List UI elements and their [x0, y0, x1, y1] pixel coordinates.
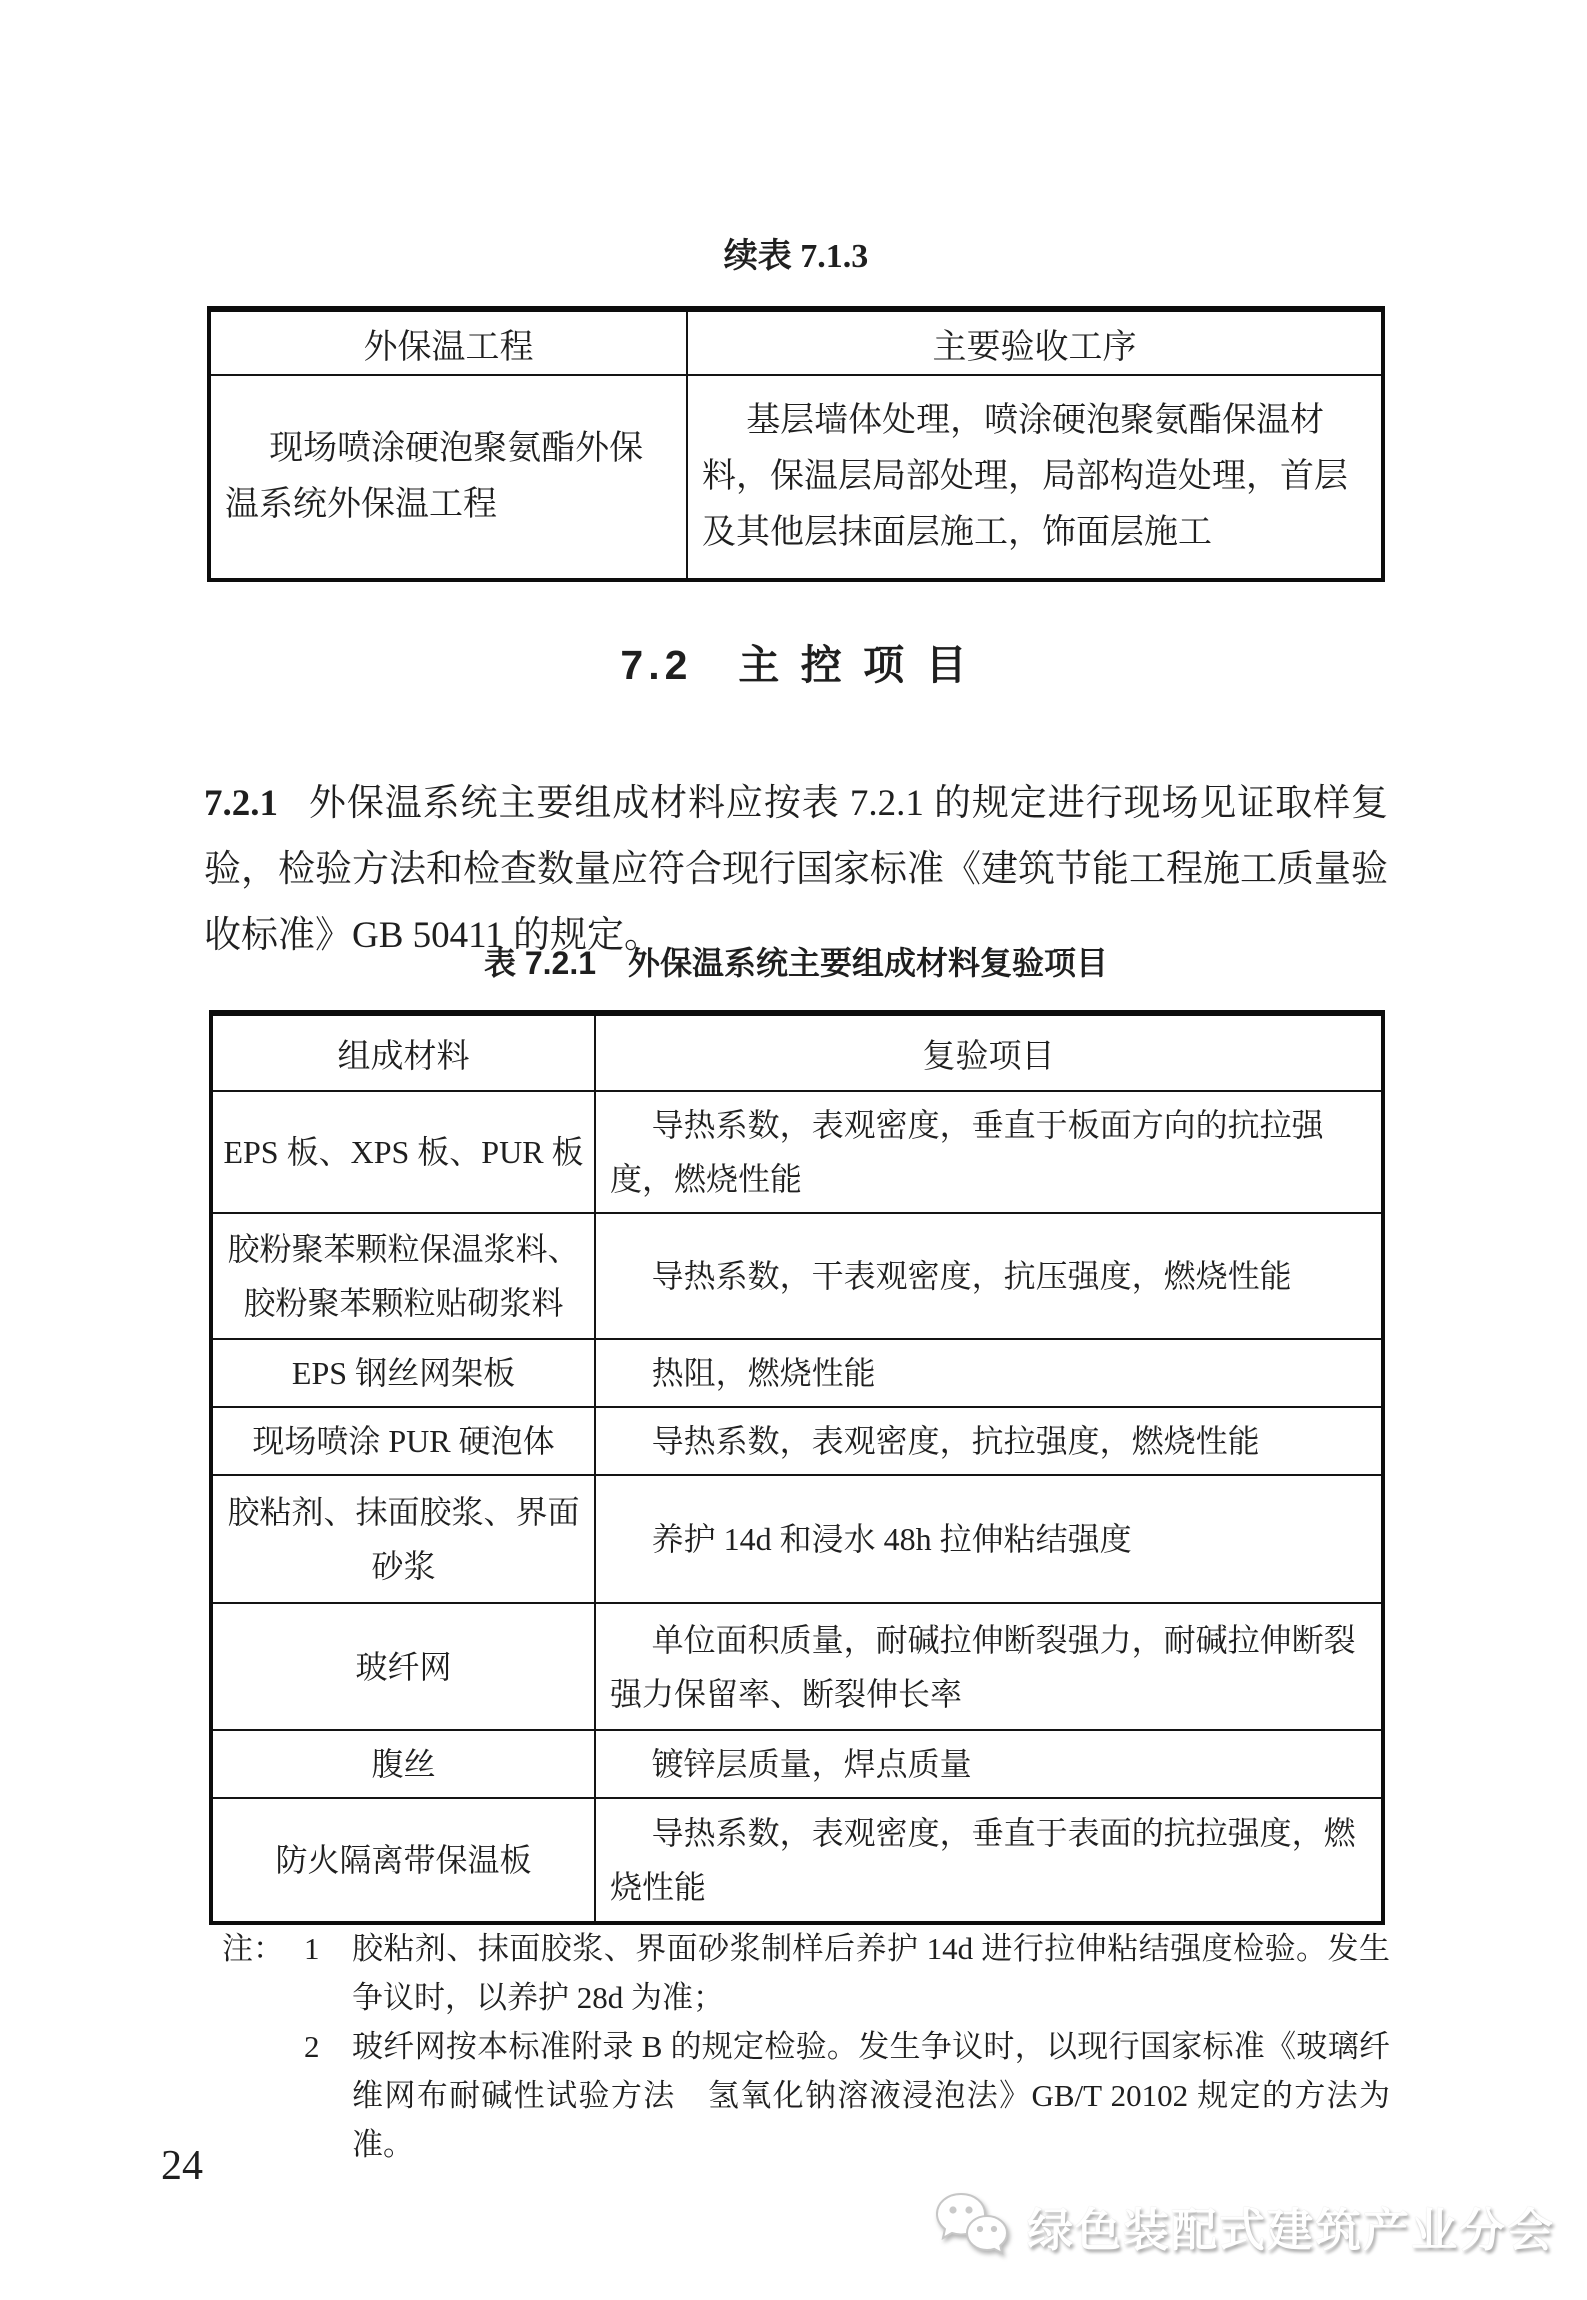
table-row — [211, 1798, 1383, 1923]
table-row — [211, 1407, 1383, 1475]
cell-procedures: 基层墙体处理，喷涂硬泡聚氨酯保温材料，保温层局部处理，局部构造处理，首层及其他层抹面层施工，饰面层施工 — [687, 375, 1383, 580]
cell-items: 导热系数，表观密度，垂直于表面的抗拉强度，燃烧性能 — [595, 1798, 1383, 1923]
cell-items: 养护 14d 和浸水 48h 拉伸粘结强度 — [595, 1475, 1383, 1603]
wechat-icon — [931, 2190, 1017, 2264]
cell-items: 热阻，燃烧性能 — [595, 1339, 1383, 1407]
page-number: 24 — [161, 2143, 203, 2189]
table-row — [211, 1475, 1383, 1603]
cell-material: 胶粉聚苯颗粒保温浆料、胶粉聚苯颗粒贴砌浆料 — [211, 1213, 595, 1339]
note-text: 玻纤网按本标准附录 B 的规定检验。发生争议时，以现行国家标准《玻璃纤维网布耐碱性试验方法 氢氧化钠溶液浸泡法》GB/T 20102 规定的方法为准。 — [352, 2029, 1390, 2162]
cell-items: 导热系数，干表观密度，抗压强度，燃烧性能 — [595, 1213, 1383, 1339]
table-row — [211, 1730, 1383, 1798]
cell-items: 导热系数，表观密度，垂直于板面方向的抗拉强度，燃烧性能 — [595, 1091, 1383, 1213]
cell-material: 腹丝 — [211, 1730, 595, 1798]
table-header-row — [209, 309, 1383, 375]
cell-material: EPS 板、XPS 板、PUR 板 — [211, 1091, 595, 1213]
table-row — [211, 1603, 1383, 1730]
note-item — [222, 2022, 1390, 2169]
acceptance-procedures-table — [207, 306, 1385, 582]
note-number: 2 — [304, 2029, 320, 2064]
table-header-row — [211, 1013, 1383, 1091]
cell-material: 玻纤网 — [211, 1603, 595, 1730]
column-header-procedures: 主要验收工序 — [687, 309, 1383, 375]
note-label: 注： — [222, 1931, 284, 1966]
cell-items: 镀锌层质量，焊点质量 — [595, 1730, 1383, 1798]
watermark — [931, 2190, 1555, 2264]
note-number: 1 — [304, 1931, 320, 1966]
cell-material: 防火隔离带保温板 — [211, 1798, 595, 1923]
section-heading: 7.2 主 控 项 目 — [620, 642, 972, 688]
note-item — [222, 1924, 1390, 2022]
cell-material: 胶粘剂、抹面胶浆、界面砂浆 — [211, 1475, 595, 1603]
cell-project: 现场喷涂硬泡聚氨酯外保温系统外保温工程 — [209, 375, 687, 580]
table-row — [211, 1091, 1383, 1213]
clause-number: 7.2.1 — [204, 783, 278, 824]
column-header-items: 复验项目 — [595, 1013, 1383, 1091]
column-header-project: 外保温工程 — [209, 309, 687, 375]
table-notes — [222, 1924, 1390, 2169]
cell-items: 导热系数，表观密度，抗拉强度，燃烧性能 — [595, 1407, 1383, 1475]
table-7-2-1-caption: 表 7.2.1 外保温系统主要组成材料复验项目 — [483, 945, 1109, 981]
cell-items: 单位面积质量，耐碱拉伸断裂强力，耐碱拉伸断裂强力保留率、断裂伸长率 — [595, 1603, 1383, 1730]
materials-reinspection-table — [209, 1010, 1385, 1925]
cell-material: EPS 钢丝网架板 — [211, 1339, 595, 1407]
column-header-material: 组成材料 — [211, 1013, 595, 1091]
note-text: 胶粘剂、抹面胶浆、界面砂浆制样后养护 14d 进行拉伸粘结强度检验。发生争议时，以养护 28d 为准； — [352, 1931, 1390, 2015]
cell-material: 现场喷涂 PUR 硬泡体 — [211, 1407, 595, 1475]
continued-table-caption: 续表 7.1.3 — [723, 238, 869, 275]
clause-text: 外保温系统主要组成材料应按表 7.2.1 的规定进行现场见证取样复验，检验方法和检查数量应符合现行国家标准《建筑节能工程施工质量验收标准》GB 50411 的规定。 — [204, 783, 1388, 956]
table-row — [211, 1213, 1383, 1339]
watermark-text: 绿色装配式建筑产业分会 — [1027, 2204, 1555, 2256]
table-row — [209, 375, 1383, 580]
table-row — [211, 1339, 1383, 1407]
